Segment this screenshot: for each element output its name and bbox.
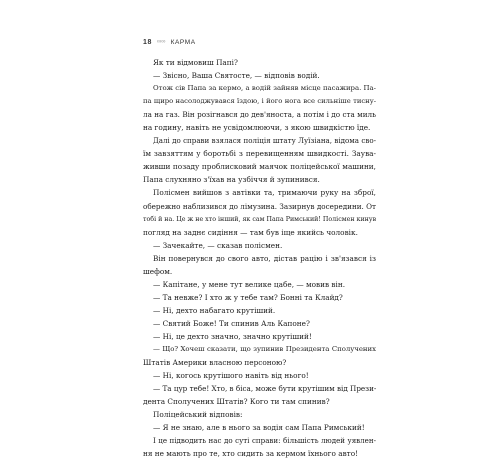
text-line: Далі до справи взялася поліція штату Луїзіана, відома сво- [153, 136, 376, 146]
text-line: Штатів Америки власною персоною? [143, 358, 287, 368]
text-line: — Та невже? І хто ж у тебе там? Бонні та Клайд? [153, 292, 343, 302]
body-text [143, 56, 376, 460]
text-line: — Святий Боже! Ти спинив Аль Капоне? [153, 318, 310, 328]
text-line: живши позаду проблисковий маячок поліцейської машини, [143, 162, 376, 172]
text-line: — Що? Хочеш сказати, що зупинив Президента Сполучених [153, 345, 376, 354]
text-line: погляд на заднє сидіння — там був іще якийсь чоловік. [143, 227, 358, 237]
text-line: тобі й на. Це ж не хто інший, як сам Папа Римський! Полісмен кинув [143, 215, 377, 223]
text-line: обережно наблизився до лімузина. Зазирнув досередини. От [143, 201, 376, 211]
book-title: КАРМА [170, 38, 196, 46]
text-line: на годину, навіть не усвідомлюючи, з якою швидкістю їде. [143, 123, 371, 133]
text-line: дента Сполучених Штатів? Кого ти там спинив? [143, 397, 330, 407]
text-line: І це підводить нас до суті справи: більшість людей уявлен- [153, 436, 376, 446]
text-line: Папа слухняно з'їхав на узбіччя й зупинився. [143, 175, 320, 185]
text-line: Він повернувся до свого авто, дістав рацію і зв'язався із [153, 253, 376, 263]
text-line: па щиро насолоджувався їздою, і його нога все сильніше тисну- [143, 97, 376, 106]
text-line: — Зачекайте, — сказав полісмен. [153, 240, 283, 250]
text-line: — Я не знаю, але в нього за водія сам Папа Римський! [153, 423, 365, 433]
text-line: шефом. [143, 266, 173, 276]
text-line: Поліцейський відповів: [153, 410, 243, 420]
text-line: — Та цур тебе! Хто, в біса, може бути крутішим від Прези- [153, 384, 377, 394]
text-line: їм завзяттям у боротьбі з перевищенням швидкості. Заува- [143, 149, 376, 159]
text-line: — Капітане, у мене тут велике цабе, — мовив він. [153, 279, 346, 289]
text-line: — Ні, дехто набагато крутіший. [153, 305, 276, 315]
text-line: Полісмен вийшов з автівки та, тримаючи руку на зброї, [153, 188, 376, 198]
text-line: — Ні, це дехто значно, значно крутіший! [153, 331, 312, 341]
header-ornament: ∞∞ [157, 39, 166, 45]
text-line: — Звісно, Ваша Святосте, — відповів водій. [153, 71, 320, 81]
text-line: ня не мають про те, хто сидить за кермом їхнього авто! [143, 449, 359, 459]
text-line: — Ні, когось крутішого навіть від нього! [153, 371, 309, 381]
text-line: Отож сів Папа за кермо, а водій зайняв місце пасажира. Па- [153, 84, 376, 93]
text-line: ла на газ. Він розігнався до дев'яноста, а потім і до ста миль [143, 110, 376, 120]
page-number: 18 [143, 38, 152, 46]
text-line: Як ти відмовиш Папі? [153, 58, 238, 67]
running-header [143, 36, 196, 48]
